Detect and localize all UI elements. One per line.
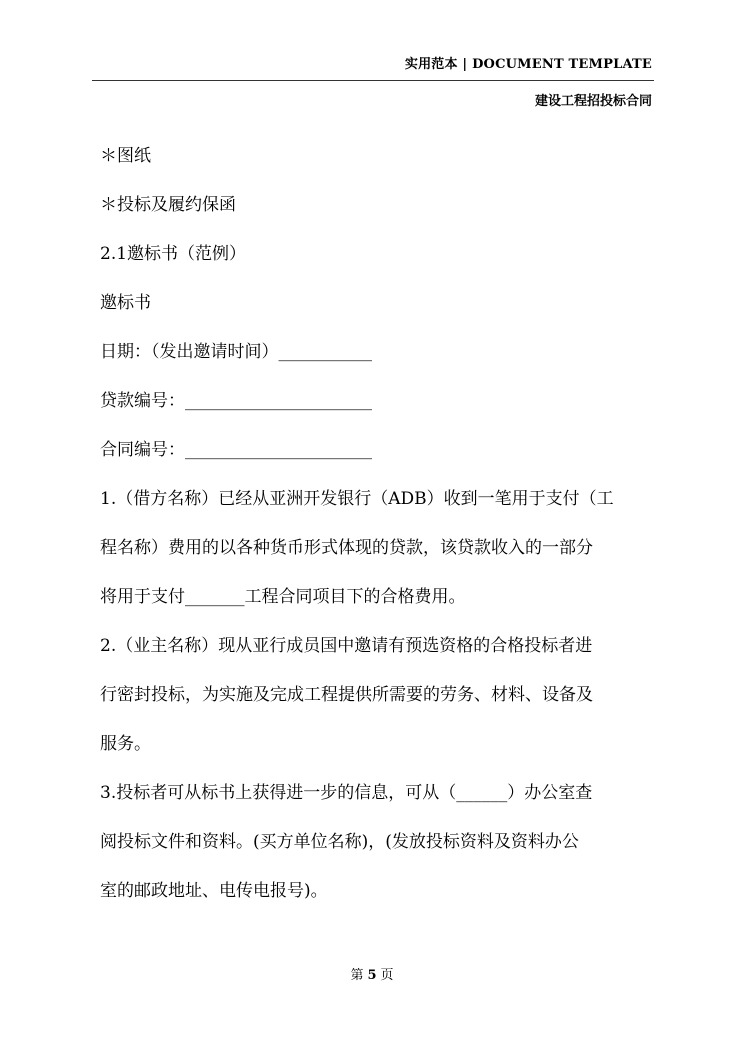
page-footer: [0, 964, 744, 983]
footer-prefix: 第: [350, 968, 364, 983]
paragraph-1-line: 1.（借方名称）已经从亚洲开发银行（ADB）收到一笔用于支付（工: [100, 489, 614, 509]
paragraph-3-line: 阅投标文件和资料。(买方单位名称)，(发放投标资料及资料办公: [100, 832, 579, 852]
item-drawings: ＊图纸: [100, 146, 151, 166]
page-number: 5: [367, 968, 377, 983]
paragraph-3-line: 3.投标者可从标书上获得进一步的信息，可从（______）办公室查: [100, 783, 593, 803]
paragraph-1-line: 将用于支付_______工程合同项目下的合格费用。: [100, 587, 466, 607]
header-divider: [92, 80, 654, 81]
footer-suffix: 页: [380, 968, 394, 983]
header-subtitle: 建设工程招投标合同: [534, 94, 652, 109]
paragraph-1-line: 程名称）费用的以各种货币形式体现的贷款，该贷款收入的一部分: [100, 538, 593, 558]
date-field: 日期：（发出邀请时间）___________: [100, 342, 372, 362]
paragraph-2-line: 行密封投标，为实施及完成工程提供所需要的劳务、材料、设备及: [100, 685, 593, 705]
header-title: 实用范本 | DOCUMENT TEMPLATE: [404, 57, 652, 72]
loan-number-field: 贷款编号：______________________: [100, 391, 372, 411]
paragraph-2-line: 服务。: [100, 734, 151, 754]
paragraph-1: [100, 483, 654, 630]
paragraph-2: [100, 630, 654, 777]
item-bid-guarantee: ＊投标及履约保函: [100, 195, 236, 215]
document-body: [100, 140, 654, 924]
paragraph-3: [100, 777, 654, 924]
letter-title: 邀标书: [100, 293, 151, 313]
paragraph-2-line: 2.（业主名称）现从亚行成员国中邀请有预选资格的合格投标者进: [100, 636, 593, 656]
paragraph-3-line: 室的邮政地址、电传电报号)。: [100, 881, 328, 901]
section-heading: 2.1邀标书（范例）: [100, 244, 247, 264]
contract-number-field: 合同编号：______________________: [100, 440, 372, 460]
